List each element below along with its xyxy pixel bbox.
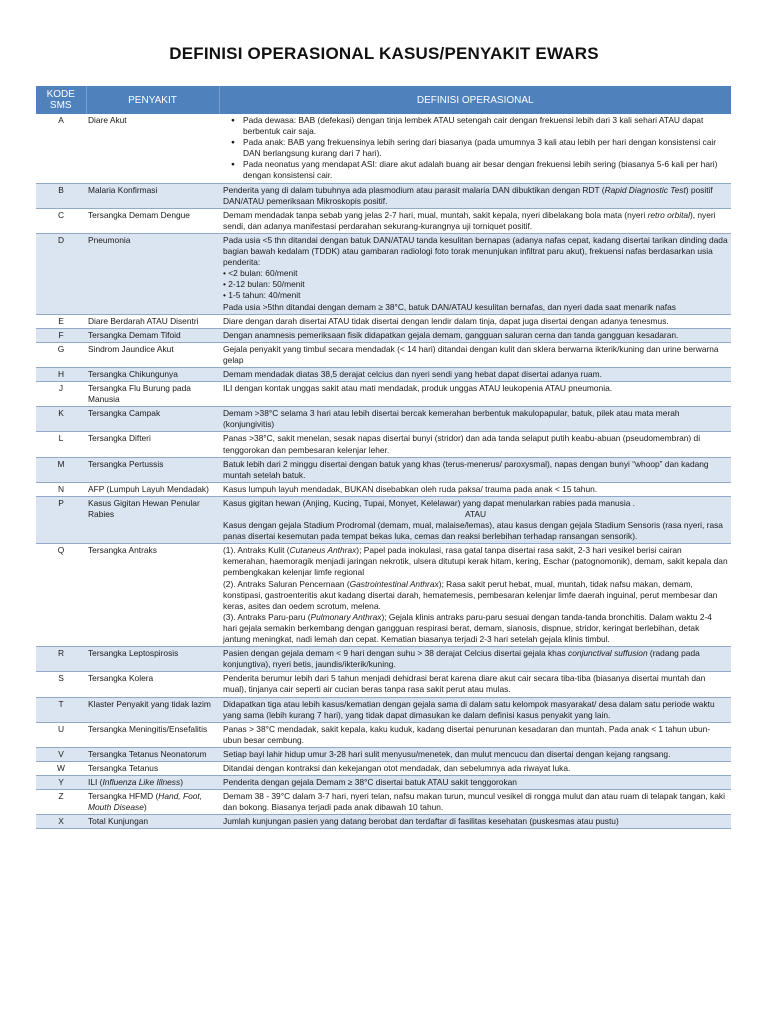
header-kode-sms: KODE SMS <box>36 86 86 114</box>
definisi-text: (1). Antraks Kulit ( <box>223 545 290 556</box>
definisi-text: ), nyeri sendi, dan adanya manifestasi perdarahan sekurang-kurangnya uji torniquet positif. <box>223 209 716 231</box>
kode-cell: W <box>36 761 86 775</box>
definisi-cell <box>219 496 731 543</box>
definisi-line <box>223 545 728 578</box>
definisi-cell: Diare dengan darah disertai ATAU tidak disertai dengan lendir dalam tinja, dapat juga disertai dengan adanya tenesmus. <box>219 314 731 328</box>
table-row <box>36 457 731 482</box>
definisi-cell: Didapatkan tiga atau lebih kasus/kematian dengan gejala sama di dalam satu kelompok masyarakat/ desa dalam satu periode waktu yang sama (lebih kurang 7 hari), yang tidak dapat dimasukan ke dalam definisi kasus penyakit yang lain. <box>219 697 731 722</box>
table-row <box>36 482 731 496</box>
definisi-cell: Kasus lumpuh layuh mendadak, BUKAN disebabkan oleh ruda paksa/ trauma pada anak < 15 tahun. <box>219 482 731 496</box>
table-row <box>36 183 731 208</box>
definisi-line: • 1-5 tahun: 40/menit <box>223 290 301 301</box>
table-row <box>36 367 731 381</box>
definisi-cell: Penderita berumur lebih dari 5 tahun menjadi dehidrasi berat karena diare akut cair secara tiba-tiba (biasanya disertai muntah dan mual), tinjanya cair seperti air cucian beras tanpa rasa sakit perut atau mulas. <box>219 672 731 697</box>
definisi-cell <box>219 233 731 314</box>
penyakit-cell: Tersangka Antraks <box>86 544 219 647</box>
penyakit-cell: Diare Berdarah ATAU Disentri <box>86 314 219 328</box>
kode-cell: L <box>36 432 86 457</box>
penyakit-cell: Kasus Gigitan Hewan Penular Rabies <box>86 496 219 543</box>
penyakit-cell: Tersangka Demam Tifoid <box>86 328 219 342</box>
table-row <box>36 407 731 432</box>
definisi-italic-term: Cutaneus Anthrax <box>289 545 357 556</box>
kode-cell: Z <box>36 790 86 815</box>
penyakit-italic-term: Hand, Foot, Mouth Disease <box>88 791 203 813</box>
definisi-line: • <2 bulan: 60/menit <box>223 268 298 279</box>
kode-cell: R <box>36 647 86 672</box>
penyakit-cell: Tersangka Pertussis <box>86 457 219 482</box>
penyakit-cell <box>86 776 219 790</box>
definisi-line: • 2-12 bulan: 50/menit <box>223 279 305 290</box>
definisi-text: (2). Antraks Saluran Pencernaan ( <box>223 578 350 589</box>
penyakit-cell: Tersangka Meningitis/Ensefalitis <box>86 722 219 747</box>
definisi-line <box>223 579 728 612</box>
definisi-cell: Panas > 38°C mendadak, sakit kepala, kaku kuduk, kadang disertai penurunan kesadaran dan muntah. Pada anak < 1 tahun ubun-ubun besar cembung. <box>219 722 731 747</box>
definisi-text: ); Papel pada inokulasi, rasa gatal tanpa disertai rasa sakit, 2-3 hari vesikel berisi cairan kemerahan, haemoragik menjadi jaringan nekrotik, ulsera ditutupi kerak hitam, kering, Eschar (patognomonik), demam, sakit kepala dan pembengkakan kelenjar limfe regional <box>223 545 728 578</box>
definisi-line <box>223 612 728 645</box>
kode-cell: T <box>36 697 86 722</box>
penyakit-text: ) <box>143 802 147 813</box>
kode-cell: V <box>36 747 86 761</box>
kode-cell: S <box>36 672 86 697</box>
kode-cell: J <box>36 382 86 407</box>
penyakit-cell: Tersangka Demam Dengue <box>86 208 219 233</box>
penyakit-cell: Tersangka Chikungunya <box>86 367 219 381</box>
definisi-cell: Gejala penyakit yang timbul secara mendadak (< 14 hari) ditandai dengan kulit dan sklera berwarna ikterik/kuning dan urine berwarna gelap <box>219 342 731 367</box>
definisi-line: Pada usia >5thn ditandai dengan demam ≥ 38°C, batuk DAN/ATAU kesulitan bernafas, dan nyeri dada saat menarik nafas <box>223 301 676 312</box>
definisi-text: ); Gejala klinis antraks paru-paru sesuai dengan tanda-tanda bronchitis. Dalam waktu 2-4 hari gejala semakin berkembang dengan gangguan respirasi berat, demam, sianosis, dispnue, stridor, keringat berlebihan, detak jantung meningkat, nadi lemah dan cepat. Kematian biasanya terjadi 2-3 hari setelah gejala klinis timbul. <box>223 611 712 645</box>
definisi-cell: Demam >38°C selama 3 hari atau lebih disertai bercak kemerahan berbentuk makulopapular, batuk, pilek atau mata merah (konjungivitis) <box>219 407 731 432</box>
table-row <box>36 747 731 761</box>
table-row <box>36 208 731 233</box>
definisi-italic-term: Pulmonary Anthrax <box>310 611 382 622</box>
list-item: ● Pada neonatus yang mendapat ASI: diare akut adalah buang air besar dengan frekuensi lebih sering (biasanya 5-6 kali per hari) dengan konsistensi cair. <box>231 159 728 181</box>
header-penyakit: PENYAKIT <box>86 86 219 114</box>
definisi-italic-term: retro orbital <box>647 209 690 220</box>
definisi-text: ); Rasa sakit perut hebat, mual, muntah, tidak nafsu makan, demam, konstipasi, gastroenteritis akut kadang disertai darah, hematemesis, pembesaran kelenjar limfe daerah inguinal, perut membesar dan keras, asites dan oedem scrotum, melena. <box>223 578 718 611</box>
table-row <box>36 672 731 697</box>
definisi-cell: Jumlah kunjungan pasien yang datang berobat dan terdaftar di fasilitas kesehatan (puskesmas atau pustu) <box>219 815 731 829</box>
list-item: ● Pada anak: BAB yang frekuensinya lebih sering dari biasanya (pada umumnya 3 kali atau lebih per hari dengan konsistensi cair DAN berlangsung kurang dari 7 hari). <box>231 137 728 159</box>
kode-cell: P <box>36 496 86 543</box>
definisi-cell <box>219 647 731 672</box>
kode-cell: Q <box>36 544 86 647</box>
penyakit-cell: Total Kunjungan <box>86 815 219 829</box>
kode-cell: C <box>36 208 86 233</box>
penyakit-text: ) <box>180 777 183 788</box>
page-title: DEFINISI OPERASIONAL KASUS/PENYAKIT EWARS <box>169 44 599 63</box>
definisi-cell: Penderita dengan gejala Demam ≥ 38°C disertai batuk ATAU sakit tenggorokan <box>219 776 731 790</box>
definisi-cell: Demam 38 - 39°C dalam 3-7 hari, nyeri telan, nafsu makan turun, muncul vesikel di rongga mulut dan atau ruam di telapak tangan, kaki dan bokong. Biasanya terjadi pada anak dibawah 10 tahun. <box>219 790 731 815</box>
kode-cell: H <box>36 367 86 381</box>
table-row <box>36 815 731 829</box>
definisi-cell: Dengan anamnesis pemeriksaan fisik didapatkan gejala demam, gangguan saluran cerna dan tanda gangguan kesadaran. <box>219 328 731 342</box>
definisi-text: Penderita yang di dalam tubuhnya ada plasmodium atau parasit malaria DAN dibuktikan dengan RDT ( <box>223 184 605 195</box>
definisi-cell: Batuk lebih dari 2 minggu disertai dengan batuk yang khas (terus-menerus/ paroxysmal), napas dengan bunyi “whoop” dan kadang muntah setelah batuk. <box>219 457 731 482</box>
penyakit-cell: Tersangka Campak <box>86 407 219 432</box>
kode-cell: K <box>36 407 86 432</box>
table-row <box>36 647 731 672</box>
penyakit-cell <box>86 790 219 815</box>
kode-cell: E <box>36 314 86 328</box>
penyakit-cell: Sindrom Jaundice Akut <box>86 342 219 367</box>
list-item: ● Pada dewasa: BAB (defekasi) dengan tinja lembek ATAU setengah cair dengan frekuensi lebih dari 3 kali sehari ATAU dapat berbentuk cair saja. <box>231 115 728 137</box>
definisi-text: (radang pada konjungtiva), nyeri betis, jaundis/ikterik/kuning. <box>223 648 700 670</box>
penyakit-cell: Pneumonia <box>86 233 219 314</box>
table-row <box>36 328 731 342</box>
table-row <box>36 496 731 543</box>
kode-cell: B <box>36 183 86 208</box>
definisi-line: Kasus dengan gejala Stadium Prodromal (demam, mual, malaise/lemas), atau kasus dengan gejala Stadium Sensoris (rasa nyeri, rasa panas disertai kesemutan pada tempat bekas luka, cemas dan reaksi berlebihan terhadap ransangan sensorik). <box>223 520 723 542</box>
definisi-cell <box>219 544 731 647</box>
penyakit-text: Tersangka HFMD ( <box>88 791 159 802</box>
definisi-text: (3). Antraks Paru-paru ( <box>223 611 311 622</box>
definisi-text: Demam mendadak tanpa sebab yang jelas 2-7 hari, mual, muntah, sakit kepala, nyeri dibelakang bola mata (nyeri <box>223 209 648 220</box>
penyakit-cell: Tersangka Tetanus <box>86 761 219 775</box>
definisi-line: Kasus gigitan hewan (Anjing, Kucing, Tupai, Monyet, Kelelawar) yang dapat menularkan rabies pada manusia . <box>223 497 636 508</box>
definisi-line: ATAU <box>464 509 487 519</box>
penyakit-text: ILI ( <box>88 777 103 788</box>
penyakit-italic-term: Influenza Like Illness <box>102 777 181 788</box>
table-row <box>36 233 731 314</box>
penyakit-cell: Tersangka Flu Burung pada Manusia <box>86 382 219 407</box>
penyakit-cell: Tersangka Difteri <box>86 432 219 457</box>
kode-cell: X <box>36 815 86 829</box>
definisi-text: ) positif DAN/ATAU pemeriksaan Mikroskopis positif. <box>223 184 713 206</box>
definisi-cell: ILI dengan kontak unggas sakit atau mati mendadak, produk unggas ATAU leukopenia ATAU pneumonia. <box>219 382 731 407</box>
table-row <box>36 776 731 790</box>
table-row <box>36 314 731 328</box>
header-definisi: DEFINISI OPERASIONAL <box>219 86 731 114</box>
definisi-line: Pada usia <5 thn ditandai dengan batuk DAN/ATAU tanda kesulitan bernapas (adanya nafas cepat, kadang disertai tarikan dinding dada bagian bawah kedalam (TDDK) atau gambaran radiologi foto torak menunjukan infiltrat paru akut), frekuensi nafas berdasarkan usia penderita: <box>223 234 728 268</box>
definisi-cell: Demam mendadak diatas 38,5 derajat celcius dan nyeri sendi yang hebat dapat disertai adanya ruam. <box>219 367 731 381</box>
kode-cell: D <box>36 233 86 314</box>
table-row <box>36 432 731 457</box>
penyakit-cell: Klaster Penyakit yang tidak lazim <box>86 697 219 722</box>
table-row <box>36 790 731 815</box>
table-row <box>36 114 731 183</box>
table-row <box>36 382 731 407</box>
kode-cell: N <box>36 482 86 496</box>
penyakit-cell: Diare Akut <box>86 114 219 183</box>
kode-cell: F <box>36 328 86 342</box>
penyakit-cell: Tersangka Leptospirosis <box>86 647 219 672</box>
table-row <box>36 761 731 775</box>
definisi-cell <box>219 183 731 208</box>
kode-cell: G <box>36 342 86 367</box>
kode-cell: A <box>36 114 86 183</box>
kode-cell: M <box>36 457 86 482</box>
definisi-italic-term: Rapid Diagnostic Test <box>604 184 686 195</box>
table-row <box>36 342 731 367</box>
definisi-italic-term: conjunctival suffusion <box>568 648 648 659</box>
table-row <box>36 544 731 647</box>
ewars-definition-table <box>36 86 731 829</box>
definisi-text: Pasien dengan gejala demam < 9 hari dengan suhu > 38 derajat Celcius disertai gejala khas <box>223 648 568 659</box>
penyakit-cell: Malaria Konfirmasi <box>86 183 219 208</box>
penyakit-cell: Tersangka Tetanus Neonatorum <box>86 747 219 761</box>
definisi-cell: Ditandai dengan kontraksi dan kekejangan otot mendadak, dan sebelumnya ada riwayat luka. <box>219 761 731 775</box>
kode-cell: U <box>36 722 86 747</box>
definisi-cell <box>219 114 731 183</box>
penyakit-cell: AFP (Lumpuh Layuh Mendadak) <box>86 482 219 496</box>
kode-cell: Y <box>36 776 86 790</box>
table-row <box>36 697 731 722</box>
definisi-italic-term: Gastrointestinal Anthrax <box>349 578 439 589</box>
definisi-cell: Panas >38°C, sakit menelan, sesak napas disertai bunyi (stridor) dan ada tanda selaput putih keabu-abuan (pseudomembran) di tenggorokan dan pembesaran kelenjar leher. <box>219 432 731 457</box>
table-row <box>36 722 731 747</box>
penyakit-cell: Tersangka Kolera <box>86 672 219 697</box>
table-header-row <box>36 86 731 114</box>
definisi-cell: Setiap bayi lahir hidup umur 3-28 hari sulit menyusu/menetek, dan mulut mencucu dan disertai dengan kejang rangsang. <box>219 747 731 761</box>
definisi-cell <box>219 208 731 233</box>
